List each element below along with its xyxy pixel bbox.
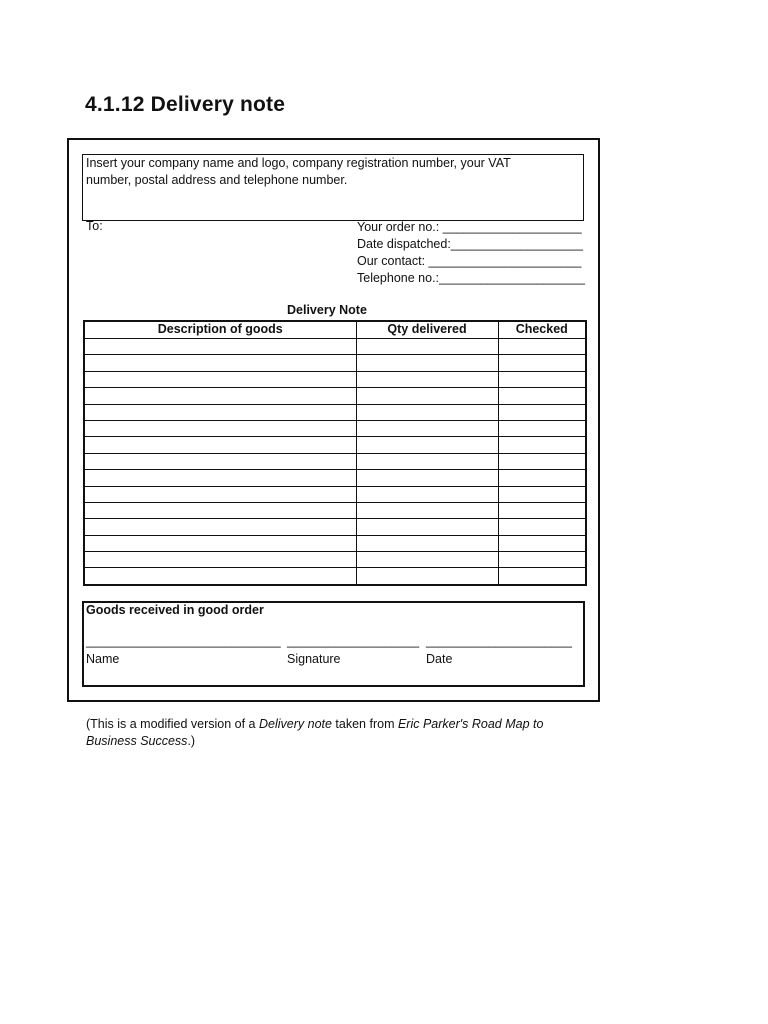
qty-delivered-cell (356, 535, 498, 551)
goods-table-row (84, 486, 586, 502)
signature-line: ___________________ (287, 634, 420, 648)
column-header-qty-delivered: Qty delivered (356, 321, 498, 339)
description-cell (84, 388, 356, 404)
qty-delivered-cell (356, 552, 498, 568)
goods-table-row (84, 470, 586, 486)
delivery-note-table-title: Delivery Note (287, 303, 367, 317)
goods-table-row (84, 502, 586, 518)
goods-table-row (84, 519, 586, 535)
order-info-block (357, 219, 585, 287)
qty-delivered-cell (356, 404, 498, 420)
checked-cell (498, 437, 586, 453)
column-header-checked: Checked (498, 321, 586, 339)
checked-cell (498, 519, 586, 535)
goods-table-header-row (84, 321, 586, 339)
description-cell (84, 371, 356, 387)
qty-delivered-cell (356, 355, 498, 371)
description-cell (84, 486, 356, 502)
checked-cell (498, 453, 586, 469)
checked-cell (498, 552, 586, 568)
checked-cell (498, 502, 586, 518)
checked-cell (498, 371, 586, 387)
goods-table-row (84, 355, 586, 371)
description-cell (84, 502, 356, 518)
date-line: _____________________ (426, 634, 572, 648)
description-cell (84, 453, 356, 469)
checked-cell (498, 404, 586, 420)
description-cell (84, 519, 356, 535)
goods-table-row (84, 371, 586, 387)
checked-cell (498, 535, 586, 551)
description-cell (84, 535, 356, 551)
company-details-line-2: number, postal address and telephone number. (86, 173, 348, 187)
page-title: 4.1.12 Delivery note (85, 93, 286, 116)
qty-delivered-cell (356, 568, 498, 585)
description-cell (84, 339, 356, 355)
goods-table (83, 320, 587, 586)
goods-table-row (84, 404, 586, 420)
checked-cell (498, 420, 586, 436)
name-line: ____________________________ (86, 634, 281, 648)
goods-table-body (84, 339, 586, 585)
company-details-line-1: Insert your company name and logo, company registration number, your VAT (86, 156, 511, 170)
qty-delivered-cell (356, 339, 498, 355)
description-cell (84, 420, 356, 436)
description-cell (84, 355, 356, 371)
qty-delivered-cell (356, 502, 498, 518)
description-cell (84, 470, 356, 486)
qty-delivered-cell (356, 519, 498, 535)
description-cell (84, 437, 356, 453)
checked-cell (498, 486, 586, 502)
goods-table-row (84, 437, 586, 453)
goods-received-box (82, 601, 585, 687)
checked-cell (498, 568, 586, 585)
source-footnote (86, 716, 566, 750)
description-cell (84, 568, 356, 585)
date-dispatched-field: Date dispatched:___________________ (357, 237, 583, 251)
qty-delivered-cell (356, 453, 498, 469)
order-number-field: Your order no.: ____________________ (357, 220, 582, 234)
checked-cell (498, 388, 586, 404)
company-details-box (82, 154, 584, 221)
telephone-field: Telephone no.:_____________________ (357, 271, 586, 285)
goods-table-row (84, 568, 586, 585)
goods-table-row (84, 535, 586, 551)
qty-delivered-cell (356, 388, 498, 404)
checked-cell (498, 339, 586, 355)
qty-delivered-cell (356, 420, 498, 436)
our-contact-field: Our contact: ______________________ (357, 254, 582, 268)
description-cell (84, 552, 356, 568)
goods-received-title: Goods received in good order (86, 603, 264, 617)
qty-delivered-cell (356, 470, 498, 486)
to-label: To: (86, 219, 103, 233)
qty-delivered-cell (356, 371, 498, 387)
footnote-text-1: (This is a modified version of a (86, 717, 259, 731)
footnote-italic-book-title: Eric Parker's Road Map to Business Success (86, 717, 544, 748)
checked-cell (498, 470, 586, 486)
goods-table-row (84, 388, 586, 404)
footnote-text-3: .) (187, 734, 196, 748)
goods-table-row (84, 552, 586, 568)
goods-table-row (84, 339, 586, 355)
date-label: Date (426, 652, 453, 666)
qty-delivered-cell (356, 437, 498, 453)
goods-table-row (84, 420, 586, 436)
column-header-description: Description of goods (84, 321, 356, 339)
footnote-italic-delivery-note: Delivery note (259, 717, 332, 731)
description-cell (84, 404, 356, 420)
qty-delivered-cell (356, 486, 498, 502)
signature-label: Signature (287, 652, 341, 666)
footnote-text-2: taken from (331, 717, 398, 731)
checked-cell (498, 355, 586, 371)
goods-table-row (84, 453, 586, 469)
name-label: Name (86, 652, 120, 666)
